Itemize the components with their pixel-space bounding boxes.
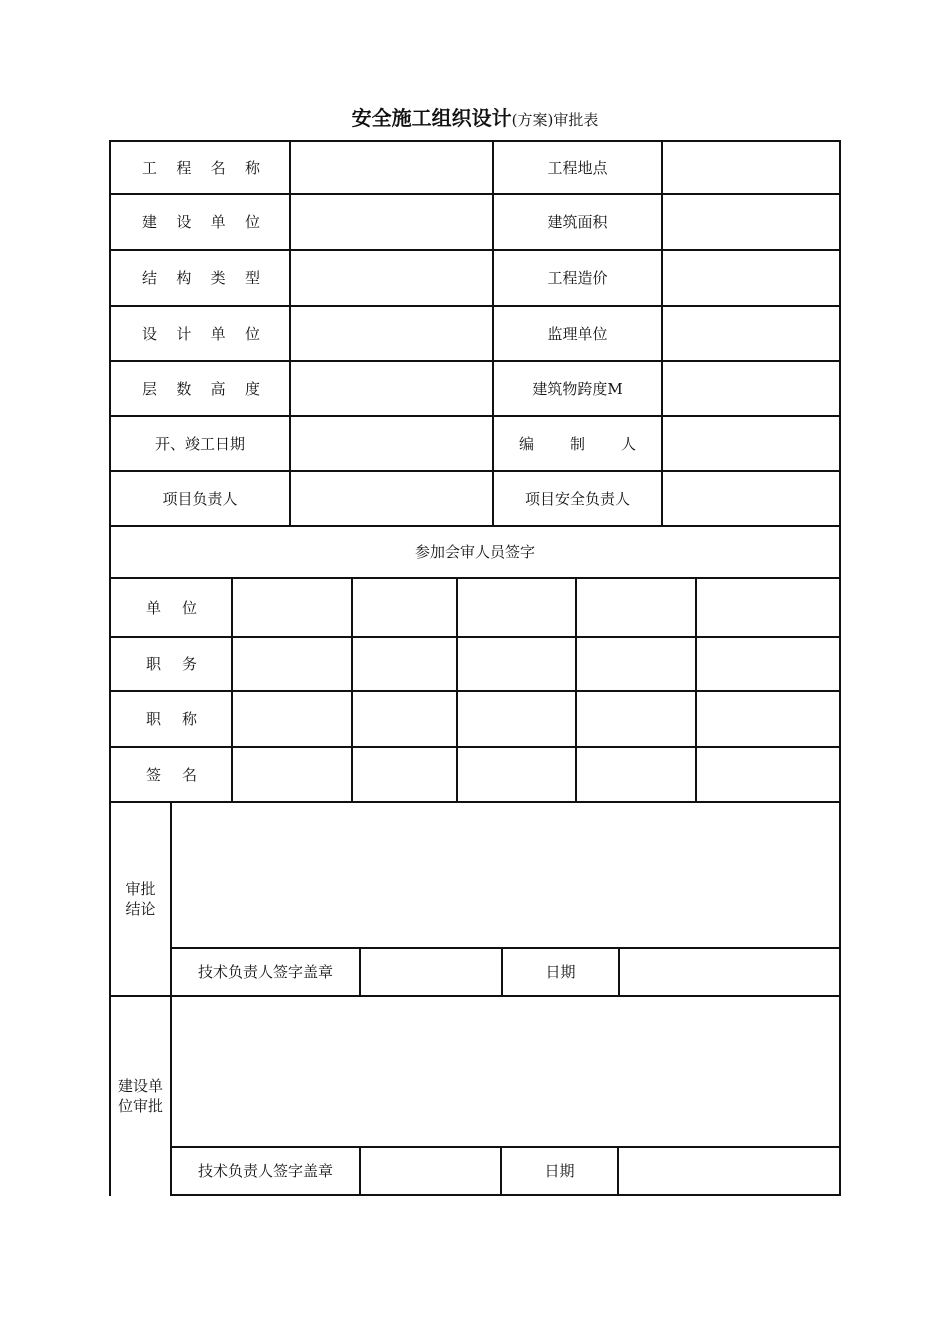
label-construction-unit: [142, 195, 260, 249]
label-char: 编: [519, 434, 535, 453]
label-char: 单: [210, 324, 226, 343]
participant-cell[interactable]: [233, 748, 351, 801]
participant-cell[interactable]: [577, 579, 695, 636]
label-compiler: [519, 417, 636, 470]
participant-cell[interactable]: [697, 638, 839, 690]
label-char: 称: [244, 158, 260, 177]
project-location-field[interactable]: [663, 142, 839, 193]
label-char: 计: [176, 324, 192, 343]
label-char: 单: [210, 213, 226, 231]
label-participant-unit: [146, 579, 197, 636]
supervision-unit-field[interactable]: [663, 307, 839, 360]
label-safety-manager: 项目安全负责人: [524, 489, 630, 508]
label-line: 建设单: [117, 1076, 163, 1095]
label-building-area: 建筑面积: [547, 213, 608, 231]
label-char: 程: [176, 158, 192, 177]
start-completion-date-field[interactable]: [291, 417, 492, 470]
label-char: 签: [146, 765, 162, 784]
participant-cell[interactable]: [458, 579, 575, 636]
unit-signature-field[interactable]: [361, 1148, 500, 1194]
participant-cell[interactable]: [353, 692, 456, 746]
construction-unit-approval-field[interactable]: [172, 997, 839, 1146]
unit-date-label: 日期: [544, 1162, 575, 1180]
label-project-cost: 工程造价: [547, 269, 608, 287]
label-line: 审批: [125, 880, 156, 898]
label-char: 工: [142, 158, 158, 177]
approval-conclusion-field[interactable]: [172, 803, 839, 947]
label-project-name: [142, 142, 260, 193]
label-char: 数: [176, 379, 192, 398]
label-char: 名: [210, 158, 226, 177]
label-char: 高: [210, 379, 226, 398]
label-char: 度: [244, 379, 260, 398]
participant-cell[interactable]: [233, 692, 351, 746]
label-project-location: 工程地点: [547, 158, 608, 177]
construction-unit-approval-label: [111, 997, 170, 1194]
label-char: 型: [244, 269, 260, 287]
project-manager-field[interactable]: [291, 472, 492, 525]
label-char: 位: [244, 324, 260, 343]
building-area-field[interactable]: [663, 195, 839, 249]
rule: [839, 140, 841, 1196]
label-floors-height: [142, 362, 260, 415]
participant-cell[interactable]: [577, 638, 695, 690]
label-start-completion-date: 开、竣工日期: [154, 434, 245, 453]
label-supervision-unit: 监理单位: [547, 324, 608, 343]
label-line: 位审批: [117, 1096, 163, 1115]
participant-cell[interactable]: [697, 748, 839, 801]
construction-unit-field[interactable]: [291, 195, 492, 249]
title-sub: (方案)审批表: [511, 111, 599, 129]
label-char: 设: [142, 324, 158, 343]
label-char: 位: [244, 213, 260, 231]
label-structure-type: [142, 251, 260, 305]
participant-cell[interactable]: [458, 692, 575, 746]
label-participant-position: [146, 638, 197, 690]
review-participants-header: 参加会审人员签字: [414, 543, 535, 561]
label-char: 职: [146, 710, 162, 728]
building-span-field[interactable]: [663, 362, 839, 415]
label-line: 结论: [125, 900, 156, 918]
label-char: 构: [176, 269, 192, 287]
participant-cell[interactable]: [233, 638, 351, 690]
participant-cell[interactable]: [458, 748, 575, 801]
project-name-field[interactable]: [291, 142, 492, 193]
label-char: 位: [181, 598, 197, 617]
approval-conclusion-label: [111, 803, 170, 995]
label-char: 设: [176, 213, 192, 231]
participant-cell[interactable]: [577, 692, 695, 746]
title-main: 安全施工组织设计: [351, 106, 512, 130]
label-participant-signature: [146, 748, 197, 801]
label-char: 类: [210, 269, 226, 287]
participant-cell[interactable]: [577, 748, 695, 801]
label-char: 名: [181, 765, 197, 784]
unit-date-field[interactable]: [619, 1148, 839, 1194]
conclusion-date-field[interactable]: [620, 949, 839, 995]
unit-signature-label: 技术负责人签字盖章: [197, 1162, 333, 1180]
label-char: 务: [181, 655, 197, 673]
label-building-span: 建筑物跨度M: [532, 379, 623, 398]
label-char: 制: [569, 434, 585, 453]
floors-height-field[interactable]: [291, 362, 492, 415]
label-design-unit: [142, 307, 260, 360]
label-char: 建: [142, 213, 158, 231]
label-char: 结: [142, 269, 158, 287]
compiler-field[interactable]: [663, 417, 839, 470]
label-char: 职: [146, 655, 162, 673]
label-char: 称: [181, 710, 197, 728]
participant-cell[interactable]: [233, 579, 351, 636]
participant-cell[interactable]: [353, 638, 456, 690]
label-participant-title: [146, 692, 197, 746]
participant-cell[interactable]: [353, 748, 456, 801]
safety-manager-field[interactable]: [663, 472, 839, 525]
participant-cell[interactable]: [353, 579, 456, 636]
participant-cell[interactable]: [697, 579, 839, 636]
rule: [170, 1194, 841, 1196]
conclusion-date-label: 日期: [545, 963, 576, 981]
participant-cell[interactable]: [458, 638, 575, 690]
conclusion-signature-field[interactable]: [361, 949, 501, 995]
conclusion-signature-label: 技术负责人签字盖章: [197, 963, 333, 981]
label-project-manager: 项目负责人: [162, 489, 238, 508]
design-unit-field[interactable]: [291, 307, 492, 360]
label-char: 人: [620, 434, 636, 453]
label-char: 单: [146, 598, 162, 617]
participant-cell[interactable]: [697, 692, 839, 746]
structure-type-field[interactable]: [291, 251, 492, 305]
label-char: 层: [142, 379, 158, 398]
project-cost-field[interactable]: [663, 251, 839, 305]
